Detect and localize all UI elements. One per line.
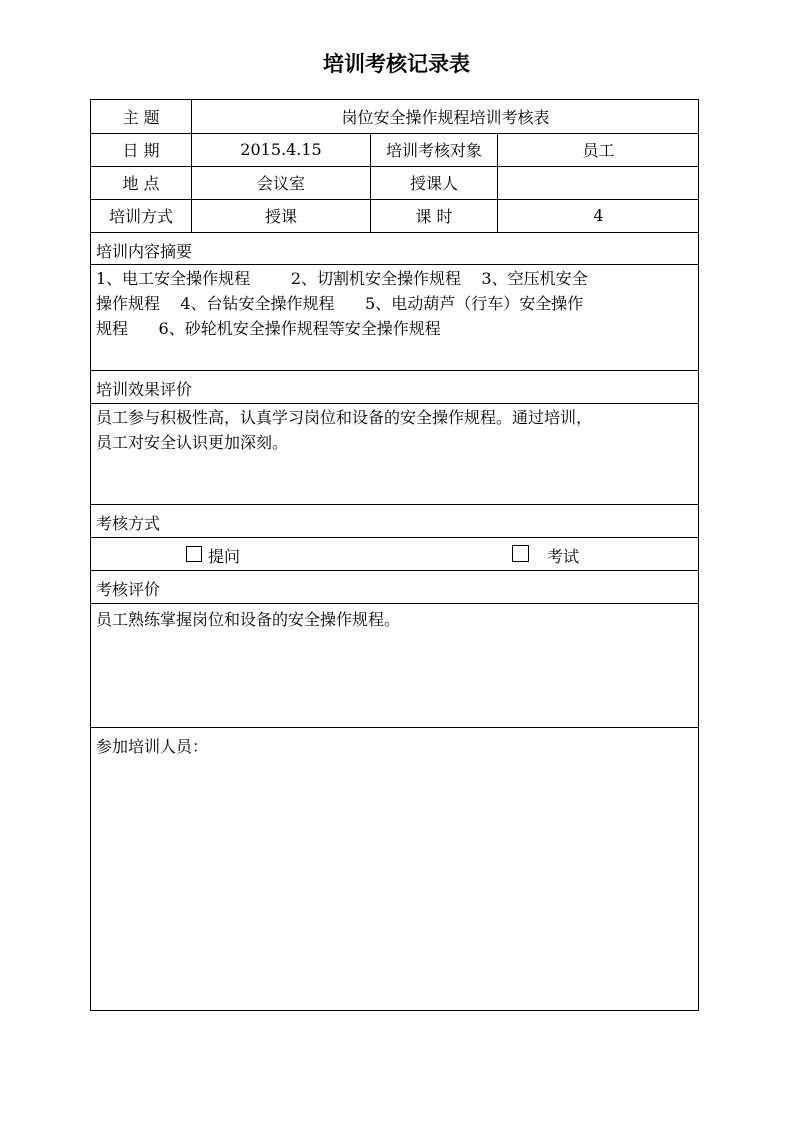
row-divider	[91, 570, 698, 571]
row-divider	[91, 603, 698, 604]
effect-line: 员工参与积极性高，认真学习岗位和设备的安全操作规程。通过培训，	[96, 408, 593, 427]
row-divider	[91, 403, 698, 404]
participants-label: 参加培训人员：	[96, 737, 209, 756]
summary-line: 1、电工安全操作规程 2、切割机安全操作规程 3、空压机安全	[96, 269, 588, 288]
summary-content	[96, 266, 690, 341]
lecturer-value	[498, 166, 699, 199]
row-divider	[91, 264, 698, 265]
effect-line: 员工对安全认识更加深刻。	[96, 433, 289, 452]
row-divider	[91, 370, 698, 371]
option-exam-label: 考试	[547, 547, 580, 566]
target-value: 员工	[582, 141, 615, 160]
training-record-table	[90, 99, 699, 1011]
assessment-eval-content: 员工熟练掌握岗位和设备的安全操作规程。	[96, 610, 401, 629]
effect-content	[96, 405, 690, 455]
effect-label: 培训效果评价	[96, 380, 193, 399]
method-label: 培训方式	[108, 207, 173, 226]
row-divider	[91, 504, 698, 505]
target-label: 培训考核对象	[385, 141, 482, 160]
checkbox-exam[interactable]	[512, 545, 529, 562]
row-divider	[91, 232, 698, 233]
assessment-method-label: 考核方式	[96, 514, 161, 533]
topic-value: 岗位安全操作规程培训考核表	[341, 108, 550, 127]
topic-label: 主 题	[122, 108, 160, 127]
option-question-label: 提问	[208, 547, 241, 566]
hours-value: 4	[593, 206, 604, 225]
summary-line: 操作规程 4、台钻安全操作规程 5、电动葫芦（行车）安全操作	[96, 294, 584, 313]
lecturer-label: 授课人	[409, 174, 458, 193]
method-value: 授课	[264, 207, 297, 226]
summary-label: 培训内容摘要	[96, 242, 193, 261]
hours-label: 课 时	[415, 207, 453, 226]
date-label: 日 期	[122, 141, 160, 160]
date-value: 2015.4.15	[240, 140, 322, 159]
location-value: 会议室	[256, 174, 305, 193]
summary-line: 规程 6、砂轮机安全操作规程等安全操作规程	[96, 319, 441, 338]
assessment-eval-label: 考核评价	[96, 580, 161, 599]
row-divider	[91, 537, 698, 538]
row-divider	[91, 727, 698, 728]
document-title: 培训考核记录表	[323, 52, 470, 76]
location-label: 地 点	[122, 174, 160, 193]
checkbox-question[interactable]	[186, 546, 202, 562]
